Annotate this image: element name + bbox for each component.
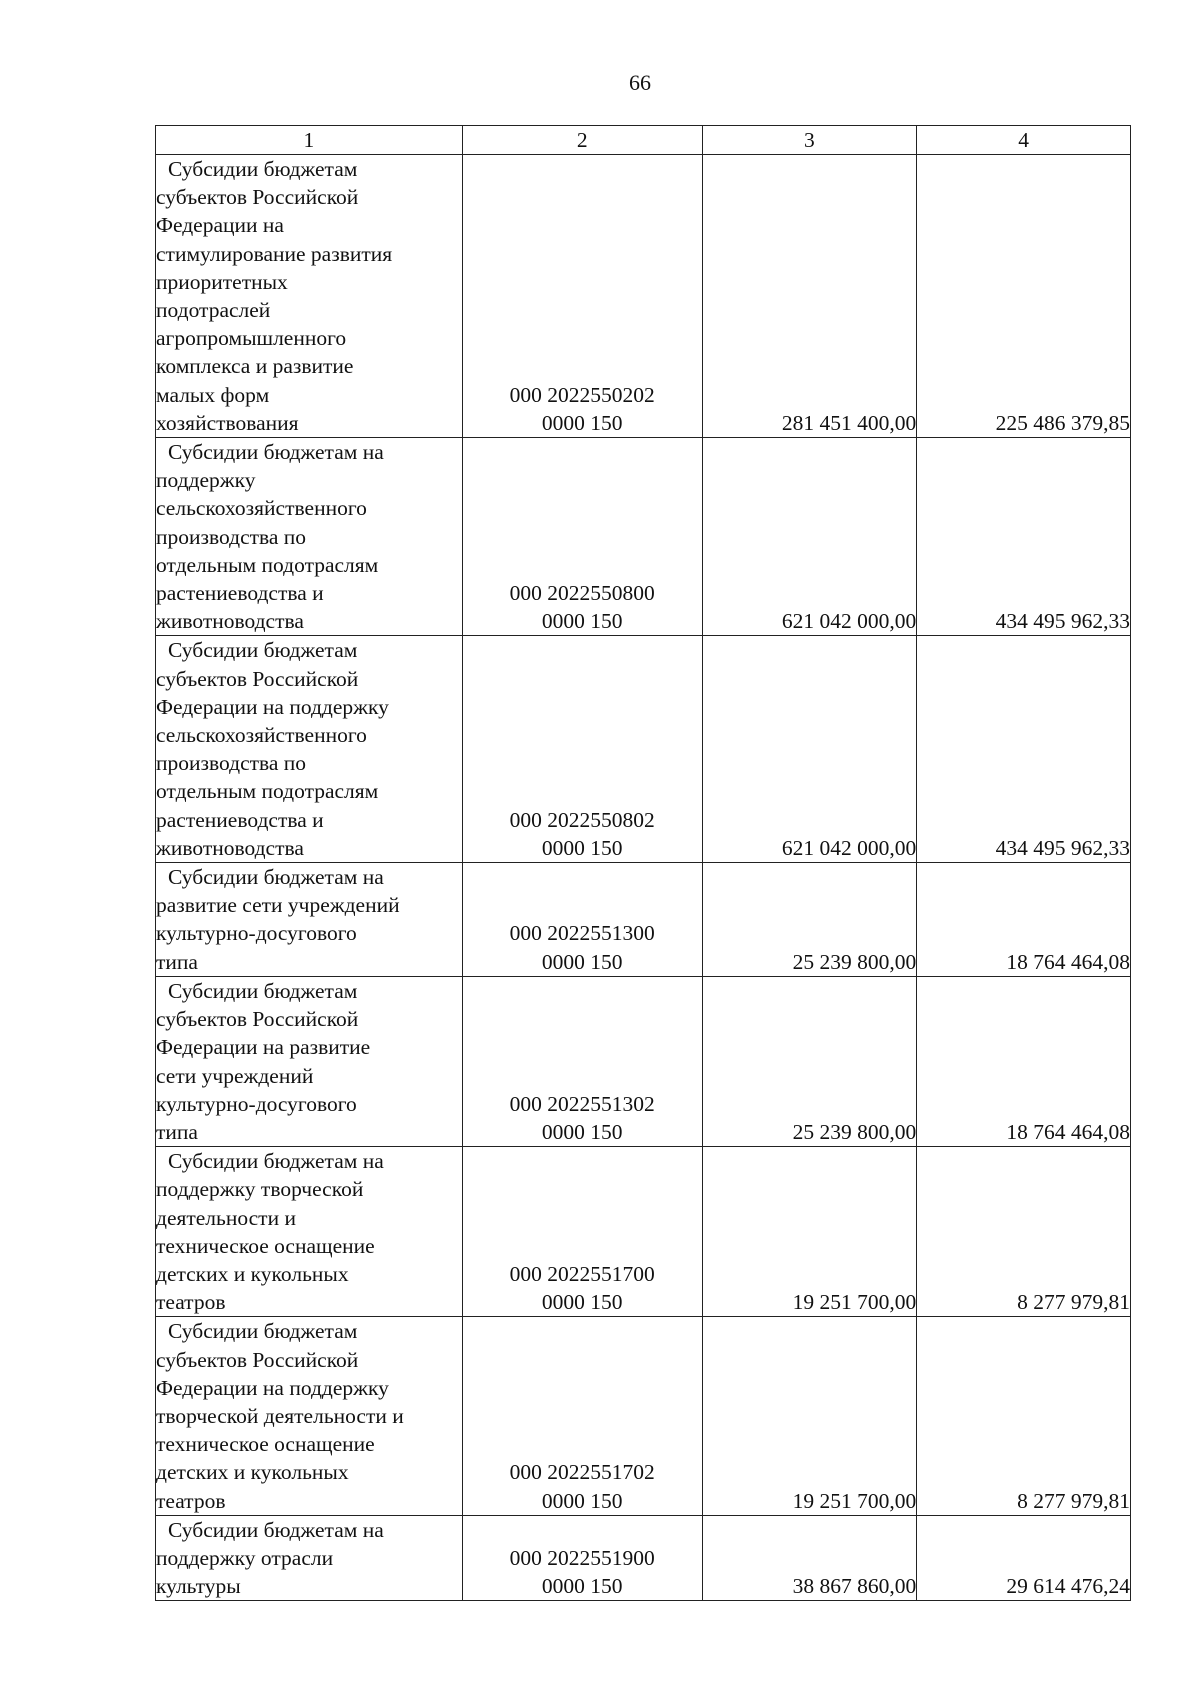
row-fact-amount-cell: 434 495 962,33	[917, 636, 1131, 863]
row-name-cell: Субсидии бюджетам субъектов Российской Федерации на поддержку творческой деятельности и техническое оснащение детских и кукольных театров	[156, 1317, 463, 1515]
row-code-cell: 000 2022550802 0000 150	[462, 636, 702, 863]
row-plan-amount-cell: 19 251 700,00	[702, 1317, 917, 1515]
table-row	[156, 863, 1131, 977]
row-name-cell: Субсидии бюджетам субъектов Российской Федерации на развитие сети учреждений культурно-досугового типа	[156, 976, 463, 1146]
row-fact-amount-cell: 18 764 464,08	[917, 976, 1131, 1146]
row-fact-amount-cell: 8 277 979,81	[917, 1317, 1131, 1515]
row-plan-amount-cell: 281 451 400,00	[702, 155, 917, 438]
row-name-cell: Субсидии бюджетам на развитие сети учреждений культурно-досугового типа	[156, 863, 463, 977]
row-plan-amount-cell: 25 239 800,00	[702, 976, 917, 1146]
row-fact-amount-cell: 29 614 476,24	[917, 1515, 1131, 1601]
row-code-cell: 000 2022551700 0000 150	[462, 1147, 702, 1317]
table-row	[156, 438, 1131, 636]
row-plan-amount-cell: 621 042 000,00	[702, 438, 917, 636]
row-fact-amount-cell: 225 486 379,85	[917, 155, 1131, 438]
row-name-cell: Субсидии бюджетам на поддержку творческой деятельности и техническое оснащение детских и кукольных театров	[156, 1147, 463, 1317]
column-header-2: 2	[462, 126, 702, 155]
row-code-cell: 000 2022551300 0000 150	[462, 863, 702, 977]
table-header-row	[156, 126, 1131, 155]
row-code-cell: 000 2022550202 0000 150	[462, 155, 702, 438]
row-plan-amount-cell: 38 867 860,00	[702, 1515, 917, 1601]
row-name-cell: Субсидии бюджетам на поддержку сельскохозяйственного производства по отдельным подотраслям растениеводства и животноводства	[156, 438, 463, 636]
budget-table	[155, 125, 1131, 1601]
row-name-cell: Субсидии бюджетам субъектов Российской Федерации на поддержку сельскохозяйственного производства по отдельным подотраслям растениеводства и животноводства	[156, 636, 463, 863]
table-body	[156, 155, 1131, 1601]
row-plan-amount-cell: 25 239 800,00	[702, 863, 917, 977]
row-plan-amount-cell: 621 042 000,00	[702, 636, 917, 863]
row-code-cell: 000 2022551900 0000 150	[462, 1515, 702, 1601]
row-fact-amount-cell: 434 495 962,33	[917, 438, 1131, 636]
table-row	[156, 976, 1131, 1146]
row-code-cell: 000 2022550800 0000 150	[462, 438, 702, 636]
row-code-cell: 000 2022551702 0000 150	[462, 1317, 702, 1515]
table-row	[156, 1317, 1131, 1515]
row-code-cell: 000 2022551302 0000 150	[462, 976, 702, 1146]
table-row	[156, 636, 1131, 863]
row-name-cell: Субсидии бюджетам субъектов Российской Федерации на стимулирование развития приоритетных подотраслей агропромышленного комплекса и развитие малых форм хозяйствования	[156, 155, 463, 438]
column-header-3: 3	[702, 126, 917, 155]
row-plan-amount-cell: 19 251 700,00	[702, 1147, 917, 1317]
row-fact-amount-cell: 8 277 979,81	[917, 1147, 1131, 1317]
table-row	[156, 1147, 1131, 1317]
row-fact-amount-cell: 18 764 464,08	[917, 863, 1131, 977]
row-name-cell: Субсидии бюджетам на поддержку отрасли культуры	[156, 1515, 463, 1601]
page-number: 66	[629, 70, 651, 95]
table-row	[156, 155, 1131, 438]
column-header-1: 1	[156, 126, 463, 155]
column-header-4: 4	[917, 126, 1131, 155]
table-row	[156, 1515, 1131, 1601]
